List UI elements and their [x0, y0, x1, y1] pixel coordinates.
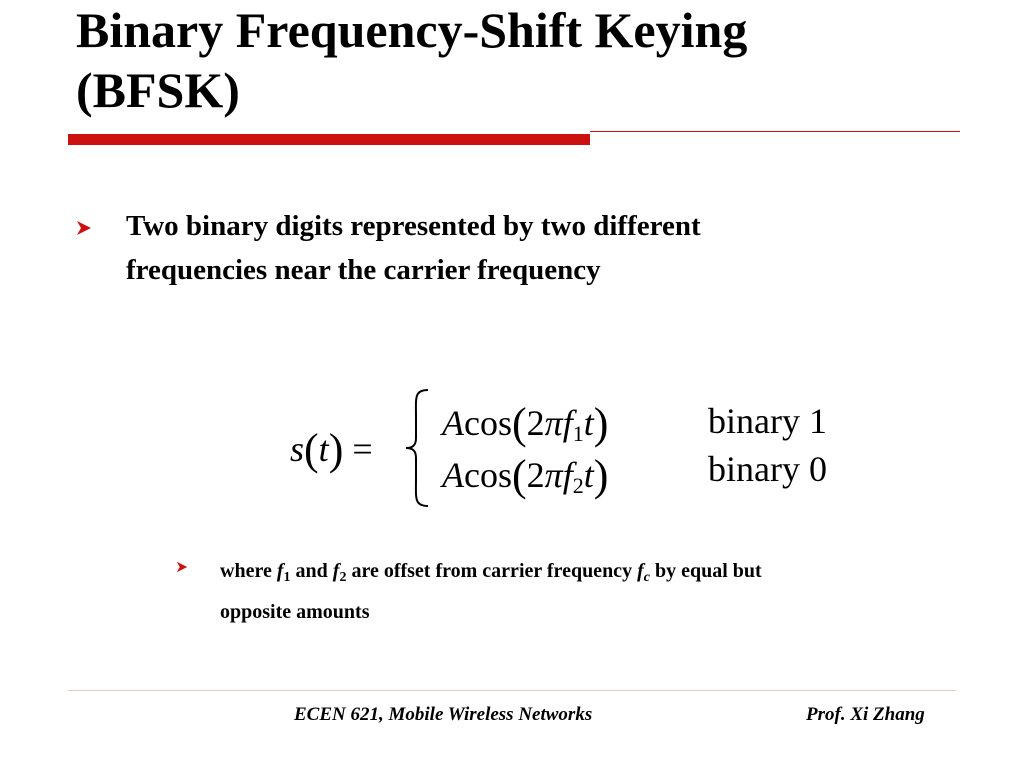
equation-amp-2: A — [442, 455, 464, 495]
equation-open-1: ( — [512, 399, 527, 448]
equation-case-1 — [442, 398, 608, 449]
title-underline-thin — [590, 131, 960, 132]
sub-bullet-text — [220, 554, 940, 629]
equation-pi-1: π — [544, 403, 563, 443]
slide-title — [76, 0, 976, 120]
equation-t-1: t — [583, 403, 594, 443]
equation-close-2: ) — [593, 451, 609, 500]
equation-sub-1: 1 — [572, 421, 584, 446]
equation-var-t: t — [318, 429, 329, 469]
footer-course: ECEN 621, Mobile Wireless Networks — [294, 704, 593, 725]
equation-f-1: f — [562, 403, 573, 443]
equation-condition-1: binary 1 — [708, 401, 827, 441]
title-line-2: (BFSK) — [76, 62, 240, 118]
equation-case-2 — [442, 450, 608, 501]
equation-t-2: t — [583, 455, 594, 495]
equation-var-s: s — [290, 429, 305, 469]
sub-bullet-sub-c: c — [643, 570, 650, 585]
equation-cos-2: cos — [464, 455, 512, 495]
equation-two-2: 2 — [526, 455, 545, 495]
arrowhead-bullet-icon — [76, 216, 92, 242]
sub-bullet-var-f1: f — [276, 560, 284, 582]
sub-bullet-var-f2: f — [332, 560, 340, 582]
equation-two-1: 2 — [526, 403, 545, 443]
footer-divider — [68, 690, 956, 691]
main-bullet-line-1: Two binary digits represented by two different — [126, 210, 701, 242]
equation-condition-2: binary 0 — [708, 449, 827, 489]
equation-paren-open: ( — [304, 425, 319, 474]
arrowhead-sub-bullet-icon — [176, 561, 188, 578]
curly-brace-icon — [402, 388, 432, 508]
main-bullet-line-2: frequencies near the carrier frequency — [126, 254, 601, 286]
title-underline-thick — [68, 134, 590, 145]
sub-bullet-word-4: by equal but — [649, 560, 762, 582]
title-line-1: Binary Frequency-Shift Keying — [76, 2, 748, 58]
sub-bullet-word-1: where — [220, 560, 277, 582]
equation-lhs — [290, 424, 373, 475]
equation-cos-1: cos — [464, 403, 512, 443]
equation-open-2: ( — [512, 451, 527, 500]
sub-bullet-word-3: are offset from carrier frequency — [346, 560, 638, 582]
bfsk-equation — [290, 384, 890, 514]
main-bullet-text — [126, 204, 886, 292]
equation-paren-close: ) — [328, 425, 344, 474]
equation-f-2: f — [562, 455, 573, 495]
sub-bullet-line-2: opposite amounts — [220, 601, 370, 623]
footer-author: Prof. Xi Zhang — [806, 704, 925, 725]
equation-sub-2: 2 — [572, 473, 584, 498]
sub-bullet-var-fc: f — [637, 560, 644, 582]
equation-equals: = — [352, 429, 373, 469]
equation-pi-2: π — [544, 455, 563, 495]
sub-bullet-word-2: and — [290, 560, 333, 582]
equation-amp-1: A — [442, 403, 464, 443]
sub-bullet-sub-1: 1 — [283, 570, 291, 585]
sub-bullet-sub-2: 2 — [339, 570, 347, 585]
equation-close-1: ) — [593, 399, 609, 448]
